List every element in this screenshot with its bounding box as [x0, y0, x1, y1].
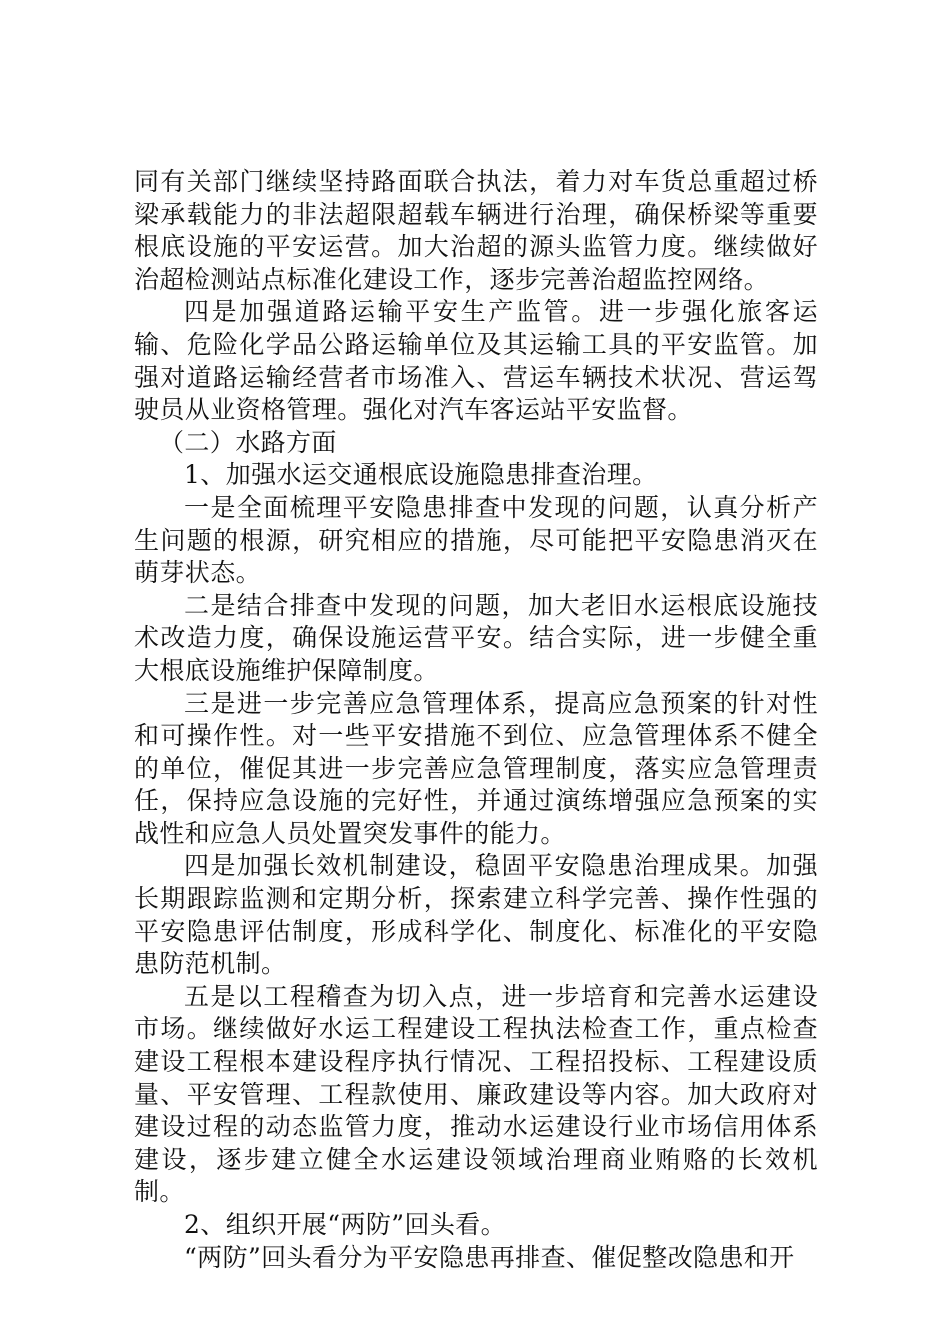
subheading-two-defenses-review: 2、组织开展“两防”回头看。	[184, 1210, 507, 1239]
section-heading-waterway: （二）水路方面	[159, 427, 337, 457]
paragraph-point-two: 二是结合排查中发现的问题，加大老旧水运根底设施技术改造力度，确保设施运营平安。结合实际，进一步健全重大根底设施维护保障制度。	[134, 590, 818, 685]
paragraph-point-one: 一是全面梳理平安隐患排查中发现的问题，认真分析产生问题的根源，研究相应的措施，尽可能把平安隐患消灭在萌芽状态。	[134, 492, 818, 588]
paragraph-road-enforcement: 同有关部门继续坚持路面联合执法，着力对车货总重超过桥梁承载能力的非法超限超载车辆进行治理，确保桥梁等重要根底设施的平安运营。加大治超的源头监管力度。继续做好治超检测站点标准化建设工作，逐步完善治超监控网络。	[134, 167, 818, 294]
document-body	[134, 166, 818, 1274]
subheading-infrastructure-hazards: 1、加强水运交通根底设施隐患排查治理。	[184, 460, 658, 490]
paragraph-road-transport-safety: 四是加强道路运输平安生产监管。进一步强化旅客运输、危险化学品公路运输单位及其运输工具的平安监管。加强对道路运输经营者市场准入、营运车辆技术状况、营运驾驶员从业资格管理。强化对汽车客运站平安监督。	[134, 297, 818, 425]
paragraph-point-three: 三是进一步完善应急管理体系，提高应急预案的针对性和可操作性。对一些平安措施不到位、应急管理体系不健全的单位，催促其进一步完善应急管理制度，落实应急管理责任，保持应急设施的完好性，并通过演练增强应急预案的实战性和应急人员处置突发事件的能力。	[134, 688, 818, 848]
paragraph-point-four: 四是加强长效机制建设，稳固平安隐患治理成果。加强长期跟踪监测和定期分析，探索建立科学完善、操作性强的平安隐患评估制度，形成科学化、制度化、标准化的平安隐患防范机制。	[134, 851, 818, 979]
paragraph-point-five: 五是以工程稽查为切入点，进一步培育和完善水运建设市场。继续做好水运工程建设工程执法检查工作，重点检查建设工程根本建设程序执行情况、工程招投标、工程建设质量、平安管理、工程款使用、廉政建设等内容。加大政府对建设过程的动态监管力度，推动水运建设行业市场信用体系建设，逐步建立健全水运建设领域治理商业贿赂的长效机制。	[134, 981, 818, 1207]
paragraph-two-defenses-detail: “两防”回头看分为平安隐患再排查、催促整改隐患和开	[184, 1242, 795, 1272]
